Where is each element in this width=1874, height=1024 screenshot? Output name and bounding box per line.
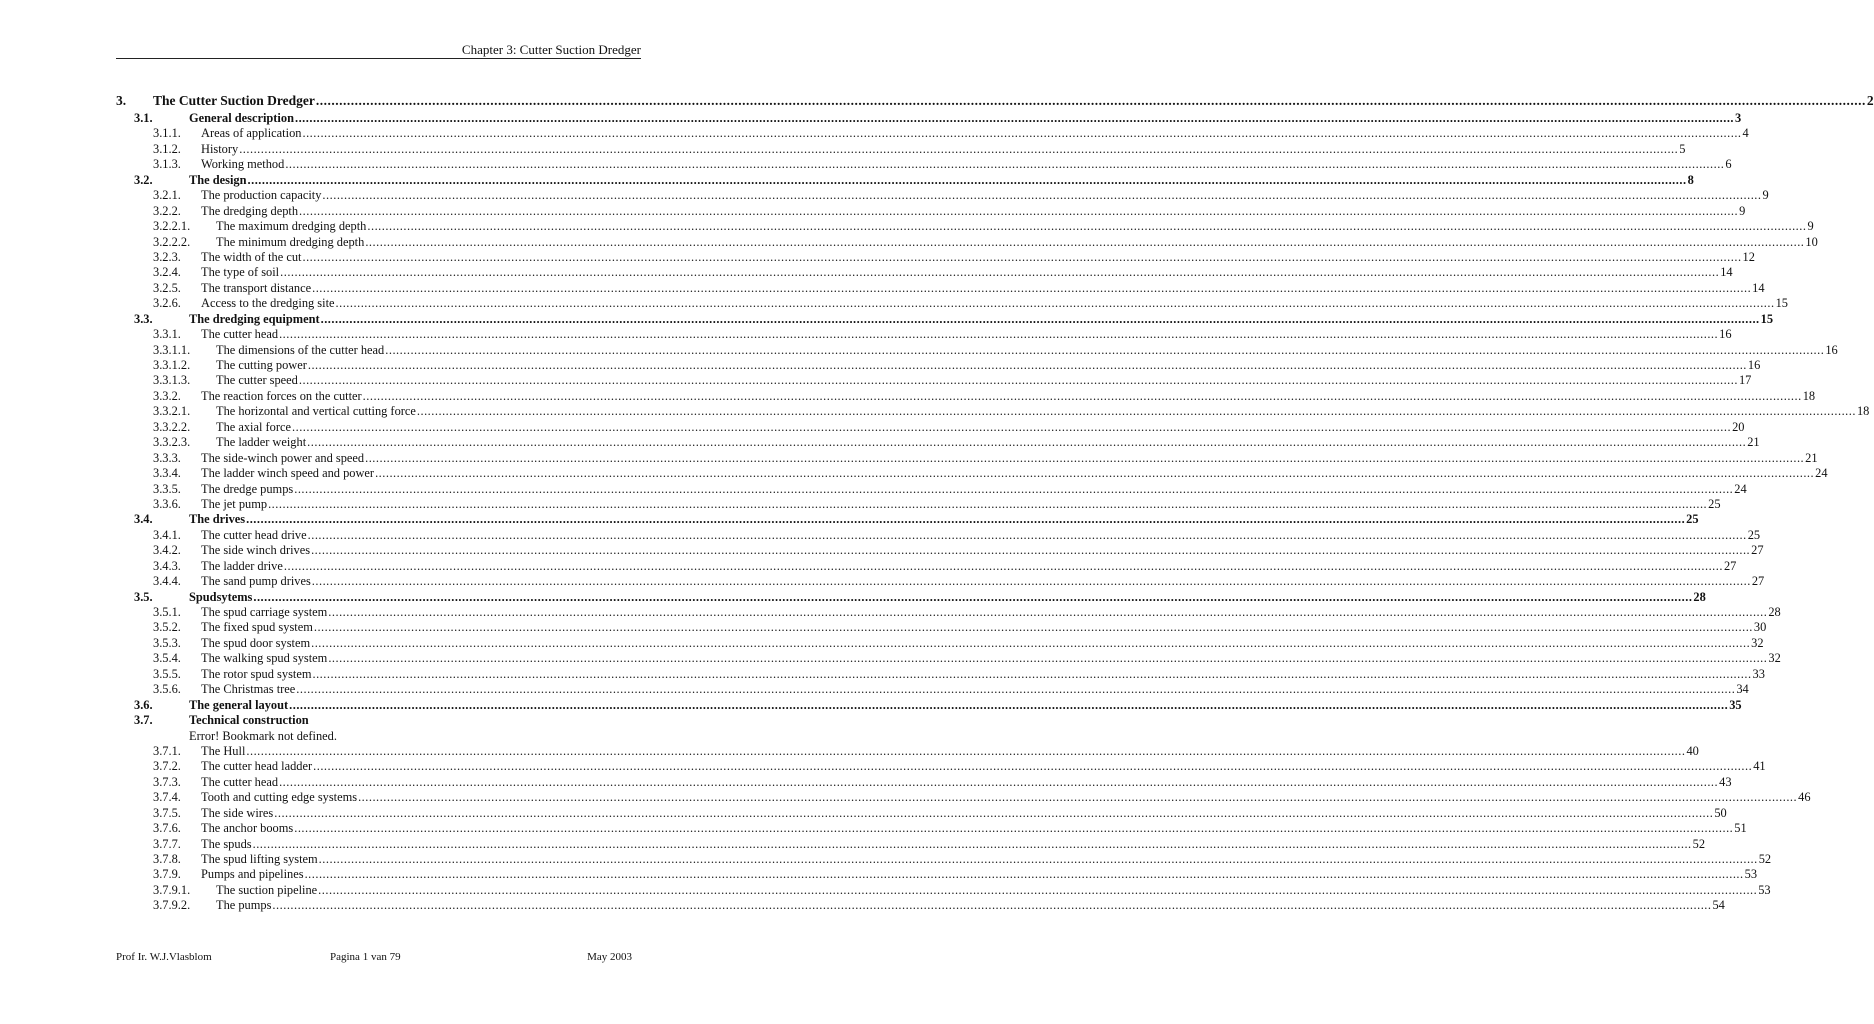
toc-dot-leader: ................................................................................................................................................................................................................................................................................................................................................................................................................ — [328, 605, 1768, 619]
toc-dot-leader: ................................................................................................................................................................................................................................................................................................................................................................................................................ — [239, 141, 1679, 156]
toc-entry-number: 3.3.1.3. — [153, 373, 191, 388]
toc-entry[interactable] — [116, 836, 1706, 852]
toc-entry-page: 30 — [1753, 620, 1767, 635]
toc-entry-page: 28 — [1768, 605, 1781, 619]
toc-dot-leader: ................................................................................................................................................................................................................................................................................................................................................................................................................ — [307, 358, 1747, 372]
toc-dot-leader: ................................................................................................................................................................................................................................................................................................................................................................................................................ — [385, 342, 1825, 357]
toc-entry-page: 15 — [1760, 311, 1774, 326]
toc-entry-page: 53 — [1744, 867, 1758, 882]
toc-entry-number: 3.5.2. — [153, 620, 181, 635]
toc-entry[interactable] — [116, 512, 1699, 527]
toc-entry-number: 3.4.2. — [153, 543, 181, 558]
toc-entry-page: 28 — [1693, 589, 1706, 604]
toc-entry-number: 3.1.1. — [153, 126, 181, 141]
toc-dot-leader: ................................................................................................................................................................................................................................................................................................................................................................................................................ — [307, 435, 1747, 450]
toc-entry-page: 52 — [1692, 836, 1706, 851]
toc-entry-number: 3.3.4. — [153, 466, 181, 481]
toc-entry-number: 3.6. — [134, 697, 153, 712]
toc-entry-page: 18 — [1802, 388, 1816, 403]
toc-entry-number: 3.5. — [134, 589, 153, 604]
toc-entry-number: 3.2.2.2. — [153, 234, 191, 249]
toc-dot-leader: ................................................................................................................................................................................................................................................................................................................................................................................................................ — [315, 93, 1866, 108]
toc-entry[interactable] — [116, 666, 1765, 682]
toc-entry-title: The side-winch power and speed — [201, 450, 365, 465]
toc-entry-number: 3.4.1. — [153, 527, 181, 542]
toc-entry-page: 12 — [1742, 249, 1755, 264]
toc-entry-number: 3.7.2. — [153, 759, 181, 774]
toc-dot-leader: ................................................................................................................................................................................................................................................................................................................................................................................................................ — [311, 574, 1751, 589]
toc-entry[interactable] — [116, 558, 1737, 574]
toc-entry-number: 3.3.3. — [153, 450, 181, 465]
toc-entry-title: The spuds — [201, 836, 252, 851]
toc-entry-number: 3.2.2. — [153, 203, 181, 218]
toc-entry[interactable] — [116, 203, 1746, 219]
toc-dot-leader: ................................................................................................................................................................................................................................................................................................................................................................................................................ — [294, 111, 1735, 125]
toc-entry[interactable] — [116, 774, 1732, 790]
toc-dot-leader: ................................................................................................................................................................................................................................................................................................................................................................................................................ — [298, 373, 1738, 388]
toc-entry-page: 54 — [1712, 898, 1725, 913]
toc-dot-leader: ................................................................................................................................................................................................................................................................................................................................................................................................................ — [280, 265, 1720, 280]
toc-entry[interactable] — [116, 311, 1774, 327]
toc-entry-title: The transport distance — [201, 280, 312, 295]
toc-entry-number: 3.5.6. — [153, 682, 181, 697]
toc-dot-leader: ................................................................................................................................................................................................................................................................................................................................................................................................................ — [318, 852, 1758, 866]
toc-entry[interactable] — [116, 157, 1732, 172]
toc-dot-leader: ................................................................................................................................................................................................................................................................................................................................................................................................................ — [322, 188, 1762, 203]
toc-dot-leader: ................................................................................................................................................................................................................................................................................................................................................................................................................ — [328, 651, 1768, 666]
toc-entry-number: 3.3.5. — [153, 481, 181, 496]
toc-entry-page: 5 — [1679, 141, 1686, 156]
toc-entry-number: 3.7.7. — [153, 836, 181, 851]
toc-entry-page: 40 — [1686, 743, 1699, 758]
bookmark-error-text: Error! Bookmark not defined. — [189, 728, 337, 743]
toc-entry-number: 3.7.9.2. — [153, 898, 191, 913]
toc-entry-title: Pumps and pipelines — [201, 867, 304, 882]
toc-entry-page: 51 — [1734, 821, 1747, 836]
toc-entry-page: 32 — [1751, 635, 1764, 650]
toc-entry-title: The dredging depth — [201, 203, 299, 218]
toc-entry-title: The cutter head — [201, 774, 279, 789]
toc-entry-title: General description — [189, 111, 294, 125]
toc-entry-number: 3.1.2. — [153, 141, 181, 156]
toc-entry-title: The cutter head drive — [201, 527, 307, 542]
toc-entry[interactable] — [116, 219, 1814, 234]
toc-dot-leader: ................................................................................................................................................................................................................................................................................................................................................................................................................ — [318, 882, 1758, 897]
toc-entry-title: The general layout — [189, 697, 289, 712]
toc-entry-title: The cutter head ladder — [201, 759, 313, 774]
toc-entry-title: The Cutter Suction Dredger — [153, 91, 316, 111]
toc-entry-number: 3.5.4. — [153, 651, 181, 666]
toc-entry-title: Tooth and cutting edge systems — [201, 790, 358, 805]
toc-entry-number: 3.2.5. — [153, 280, 181, 295]
toc-entry-title: The suction pipeline — [216, 882, 318, 897]
toc-dot-leader: ................................................................................................................................................................................................................................................................................................................................................................................................................ — [294, 821, 1734, 836]
toc-entry-title: The rotor spud system — [201, 666, 312, 681]
toc-dot-leader: ................................................................................................................................................................................................................................................................................................................................................................................................................ — [302, 249, 1742, 264]
toc-entry[interactable] — [116, 605, 1781, 620]
toc-entry-title: The walking spud system — [201, 651, 328, 666]
toc-entry-number: 3.5.3. — [153, 635, 181, 650]
toc-entry[interactable] — [116, 234, 1818, 250]
footer-date: May 2003 — [587, 951, 632, 963]
toc-entry-page: 14 — [1752, 280, 1765, 295]
toc-entry-number: 3.2. — [134, 172, 153, 187]
toc-entry-title: The drives — [189, 512, 246, 527]
toc-entry[interactable] — [116, 435, 1760, 450]
toc-entry[interactable] — [116, 358, 1761, 373]
toc-entry-number: 3.3.2.3. — [153, 435, 191, 450]
toc-entry-page: 25 — [1686, 512, 1699, 527]
toc-entry-page: 52 — [1758, 852, 1772, 866]
toc-entry-page: 18 — [1856, 404, 1870, 419]
toc-dot-leader: ................................................................................................................................................................................................................................................................................................................................................................................................................ — [246, 512, 1686, 527]
toc-entry-number: 3.4.3. — [153, 558, 181, 573]
toc-dot-leader: ................................................................................................................................................................................................................................................................................................................................................................................................................ — [279, 774, 1719, 789]
toc-dot-leader: ................................................................................................................................................................................................................................................................................................................................................................................................................ — [285, 157, 1725, 172]
toc-entry[interactable] — [116, 496, 1721, 512]
toc-entry-title: The maximum dredging depth — [216, 219, 367, 234]
table-of-contents — [116, 91, 1874, 914]
toc-entry-title: Technical construction — [189, 713, 309, 728]
toc-dot-leader: ................................................................................................................................................................................................................................................................................................................................................................................................................ — [274, 805, 1714, 820]
toc-entry[interactable] — [116, 388, 1816, 404]
toc-entry-page: 10 — [1805, 234, 1818, 249]
toc-entry[interactable] — [116, 821, 1747, 836]
toc-entry-number: 3.4. — [134, 512, 153, 527]
toc-entry-page: 50 — [1714, 805, 1727, 820]
toc-entry-number: 3.3.1.1. — [153, 342, 191, 357]
toc-dot-leader: ................................................................................................................................................................................................................................................................................................................................................................................................................ — [358, 790, 1798, 805]
toc-entry[interactable] — [116, 589, 1706, 605]
toc-entry-page: 24 — [1815, 466, 1828, 481]
toc-entry-number: 3.7.3. — [153, 774, 181, 789]
toc-entry[interactable] — [116, 635, 1764, 651]
toc-entry-title: The dredging equipment — [189, 311, 320, 326]
chapter-title: Chapter 3: Cutter Suction Dredger — [461, 42, 641, 57]
toc-entry[interactable] — [116, 141, 1686, 157]
toc-entry-title: The spud carriage system — [201, 605, 328, 619]
toc-entry-title: The ladder drive — [201, 558, 283, 573]
toc-entry[interactable] — [116, 280, 1765, 296]
toc-entry[interactable] — [116, 342, 1838, 358]
toc-entry-title: The width of the cut — [201, 249, 302, 264]
toc-entry-title: The ladder weight — [216, 435, 307, 450]
toc-entry-title: The dimensions of the cutter head — [216, 342, 385, 357]
toc-entry[interactable] — [116, 296, 1788, 311]
toc-entry-number: 3.1.3. — [153, 157, 181, 172]
toc-dot-leader: ................................................................................................................................................................................................................................................................................................................................................................................................................ — [296, 682, 1736, 697]
toc-entry[interactable] — [116, 111, 1742, 126]
toc-dot-leader: ................................................................................................................................................................................................................................................................................................................................................................................................................ — [312, 666, 1752, 681]
toc-entry-title: The Hull — [201, 743, 246, 758]
toc-entry-number: 3.3.2.1. — [153, 404, 191, 419]
toc-dot-leader: ................................................................................................................................................................................................................................................................................................................................................................................................................ — [362, 388, 1802, 403]
toc-dot-leader: ................................................................................................................................................................................................................................................................................................................................................................................................................ — [294, 481, 1734, 496]
toc-entry-number: 3.2.1. — [153, 188, 181, 203]
toc-dot-leader: ................................................................................................................................................................................................................................................................................................................................................................................................................ — [365, 450, 1805, 465]
toc-entry-page: 9 — [1762, 188, 1769, 203]
toc-entry-title: The sand pump drives — [201, 574, 311, 589]
toc-dot-leader: ................................................................................................................................................................................................................................................................................................................................................................................................................ — [365, 234, 1805, 249]
footer-author: Prof Ir. W.J.Vlasblom — [116, 951, 212, 963]
toc-entry-title: The cutter speed — [216, 373, 298, 388]
toc-entry[interactable] — [116, 852, 1772, 867]
toc-entry-page: 8 — [1687, 172, 1694, 187]
toc-dot-leader: ................................................................................................................................................................................................................................................................................................................................................................................................................ — [375, 466, 1815, 481]
toc-entry-title: The side wires — [201, 805, 274, 820]
toc-entry-number: 3.2.2.1. — [153, 219, 191, 234]
toc-entry-page: 35 — [1729, 697, 1742, 712]
toc-entry-page: 17 — [1738, 373, 1752, 388]
toc-entry-title: The side winch drives — [201, 543, 311, 558]
toc-entry-title: The spud lifting system — [201, 852, 318, 866]
toc-entry-title: The ladder winch speed and power — [201, 466, 375, 481]
toc-entry-title: Working method — [201, 157, 285, 172]
toc-entry-number: 3.7.5. — [153, 805, 181, 820]
toc-entry[interactable] — [116, 419, 1745, 435]
toc-entry-title: The spud door system — [201, 635, 311, 650]
toc-entry-number: 3.3.2.2. — [153, 419, 191, 434]
toc-entry-page: 53 — [1758, 882, 1771, 897]
toc-dot-leader: ................................................................................................................................................................................................................................................................................................................................................................................................................ — [307, 527, 1747, 542]
toc-entry-page: 21 — [1747, 435, 1760, 450]
toc-entry-title: The design — [189, 172, 247, 187]
toc-entry-title: The anchor booms — [201, 821, 294, 836]
page-header — [116, 42, 641, 59]
toc-entry-number: 3.7.1. — [153, 743, 181, 758]
toc-entry-number: 3.4.4. — [153, 574, 181, 589]
toc-entry-number: 3.2.6. — [153, 296, 181, 311]
toc-entry[interactable] — [116, 91, 1874, 111]
toc-entry-page: 25 — [1747, 527, 1761, 542]
toc-entry-number: 3.7.6. — [153, 821, 181, 836]
toc-entry-number: 3.3. — [134, 311, 153, 326]
toc-entry-title: History — [201, 141, 239, 156]
footer-page-label: Pagina 1 van 79 — [330, 951, 401, 963]
toc-entry[interactable] — [116, 620, 1767, 635]
toc-entry-title: Areas of application — [201, 126, 302, 141]
toc-entry-page: 2 — [1866, 91, 1874, 111]
toc-entry-page: 9 — [1739, 203, 1746, 218]
toc-entry-title: Access to the dredging site — [201, 296, 335, 311]
toc-entry-title: The dredge pumps — [201, 481, 294, 496]
toc-entry[interactable] — [116, 682, 1749, 697]
toc-entry-page: 34 — [1736, 682, 1749, 697]
toc-entry-page: 43 — [1719, 774, 1732, 789]
toc-entry-page: 16 — [1719, 327, 1732, 342]
toc-entry-page: 4 — [1742, 126, 1749, 141]
toc-entry-page: 33 — [1752, 666, 1765, 681]
toc-dot-leader: ................................................................................................................................................................................................................................................................................................................................................................................................................ — [283, 558, 1723, 573]
toc-entry[interactable] — [116, 697, 1742, 713]
toc-dot-leader: ................................................................................................................................................................................................................................................................................................................................................................................................................ — [268, 496, 1708, 511]
toc-entry-number: 3.3.1. — [153, 327, 181, 342]
toc-entry[interactable] — [116, 188, 1769, 203]
toc-entry-page: 14 — [1720, 265, 1733, 280]
toc-dot-leader: ................................................................................................................................................................................................................................................................................................................................................................................................................ — [247, 172, 1687, 187]
toc-dot-leader: ................................................................................................................................................................................................................................................................................................................................................................................................................ — [292, 419, 1732, 434]
toc-entry-title: The cutter head — [201, 327, 279, 342]
toc-entry-page: 6 — [1725, 157, 1732, 172]
toc-dot-leader: ................................................................................................................................................................................................................................................................................................................................................................................................................ — [416, 404, 1856, 419]
toc-entry-number: 3.7.8. — [153, 852, 181, 866]
toc-entry-title: The production capacity — [201, 188, 322, 203]
toc-entry[interactable] — [116, 882, 1771, 898]
toc-entry[interactable] — [116, 543, 1764, 558]
toc-dot-leader: ................................................................................................................................................................................................................................................................................................................................................................................................................ — [279, 327, 1719, 342]
toc-entry-number: 3.3.1.2. — [153, 358, 191, 372]
toc-entry-page: 9 — [1807, 219, 1814, 234]
toc-entry-number: 3.2.3. — [153, 249, 181, 264]
toc-dot-leader: ................................................................................................................................................................................................................................................................................................................................................................................................................ — [252, 836, 1692, 851]
toc-entry-page: 15 — [1775, 296, 1788, 311]
toc-entry-number: 3.1. — [134, 111, 153, 125]
toc-dot-leader: ................................................................................................................................................................................................................................................................................................................................................................................................................ — [302, 126, 1742, 141]
toc-entry-page: 3 — [1735, 111, 1742, 125]
toc-dot-leader: ................................................................................................................................................................................................................................................................................................................................................................................................................ — [253, 589, 1693, 604]
toc-entry-number: 3.7.9. — [153, 867, 181, 882]
toc-entry[interactable] — [116, 249, 1755, 265]
toc-entry[interactable] — [116, 265, 1733, 280]
toc-entry-title: The fixed spud system — [201, 620, 313, 635]
toc-entry-title: The minimum dredging depth — [216, 234, 365, 249]
toc-entry-title: The cutting power — [216, 358, 307, 372]
toc-entry-page: 25 — [1708, 496, 1721, 511]
toc-entry-title: Spudsytems — [189, 589, 253, 604]
toc-entry-page: 21 — [1805, 450, 1818, 465]
toc-entry-page: 20 — [1732, 419, 1745, 434]
toc-dot-leader: ................................................................................................................................................................................................................................................................................................................................................................................................................ — [311, 543, 1751, 558]
toc-entry-title: The axial force — [216, 419, 291, 434]
toc-entry-title: The pumps — [216, 898, 272, 913]
toc-error-message — [116, 729, 641, 744]
toc-entry[interactable] — [116, 172, 1694, 188]
toc-entry-number: 3.3.2. — [153, 388, 181, 403]
toc-dot-leader: ................................................................................................................................................................................................................................................................................................................................................................................................................ — [289, 697, 1729, 712]
toc-entry-page: 16 — [1825, 342, 1838, 357]
toc-entry[interactable] — [116, 327, 1732, 342]
toc-entry[interactable] — [116, 373, 1752, 388]
toc-dot-leader: ................................................................................................................................................................................................................................................................................................................................................................................................................ — [320, 311, 1760, 326]
toc-entry-title: The type of soil — [201, 265, 280, 280]
toc-dot-leader: ................................................................................................................................................................................................................................................................................................................................................................................................................ — [299, 203, 1739, 218]
toc-entry[interactable] — [116, 898, 1725, 913]
toc-entry[interactable] — [116, 466, 1828, 481]
toc-entry-number: 3.3.6. — [153, 496, 181, 511]
toc-entry-title: The jet pump — [201, 496, 268, 511]
toc-dot-leader: ................................................................................................................................................................................................................................................................................................................................................................................................................ — [313, 620, 1753, 635]
toc-dot-leader: ................................................................................................................................................................................................................................................................................................................................................................................................................ — [335, 296, 1775, 311]
toc-entry-number: 3.7.4. — [153, 790, 181, 805]
toc-entry-number: 3.7. — [134, 713, 153, 728]
toc-entry[interactable] — [116, 574, 1765, 589]
toc-entry[interactable] — [116, 713, 641, 728]
toc-dot-leader: ................................................................................................................................................................................................................................................................................................................................................................................................................ — [312, 280, 1752, 295]
toc-entry-number: 3.7.9.1. — [153, 882, 191, 897]
toc-entry-page: 24 — [1734, 481, 1747, 496]
toc-dot-leader: ................................................................................................................................................................................................................................................................................................................................................................................................................ — [313, 759, 1753, 774]
toc-entry[interactable] — [116, 651, 1781, 666]
toc-entry[interactable] — [116, 805, 1727, 821]
toc-entry-title: The Christmas tree — [201, 682, 296, 697]
toc-entry[interactable] — [116, 481, 1747, 497]
toc-entry-number: 3. — [116, 93, 127, 108]
toc-entry-title: The reaction forces on the cutter — [201, 388, 362, 403]
toc-entry-page: 27 — [1751, 574, 1765, 589]
toc-entry[interactable] — [116, 527, 1761, 543]
toc-entry-page: 46 — [1798, 790, 1811, 805]
toc-dot-leader: ................................................................................................................................................................................................................................................................................................................................................................................................................ — [272, 898, 1712, 913]
toc-entry[interactable] — [116, 743, 1699, 759]
toc-entry[interactable] — [116, 450, 1818, 466]
toc-dot-leader: ................................................................................................................................................................................................................................................................................................................................................................................................................ — [367, 219, 1807, 234]
toc-entry-page: 27 — [1751, 543, 1764, 558]
toc-entry-page: 27 — [1723, 558, 1737, 573]
toc-entry[interactable] — [116, 790, 1811, 805]
toc-entry-number: 3.5.5. — [153, 666, 181, 681]
toc-entry[interactable] — [116, 759, 1766, 774]
toc-dot-leader: ................................................................................................................................................................................................................................................................................................................................................................................................................ — [304, 867, 1744, 882]
toc-entry[interactable] — [116, 867, 1758, 882]
toc-dot-leader: ................................................................................................................................................................................................................................................................................................................................................................................................................ — [311, 635, 1751, 650]
toc-entry-title: The horizontal and vertical cutting force — [216, 404, 416, 419]
toc-entry-number: 3.5.1. — [153, 605, 181, 619]
toc-dot-leader: ................................................................................................................................................................................................................................................................................................................................................................................................................ — [246, 743, 1686, 758]
toc-entry[interactable] — [116, 404, 1870, 419]
toc-entry-number: 3.2.4. — [153, 265, 181, 280]
toc-entry-page: 16 — [1747, 358, 1761, 372]
toc-entry-page: 32 — [1768, 651, 1781, 666]
toc-entry[interactable] — [116, 126, 1749, 141]
toc-entry-page: 41 — [1753, 759, 1766, 774]
